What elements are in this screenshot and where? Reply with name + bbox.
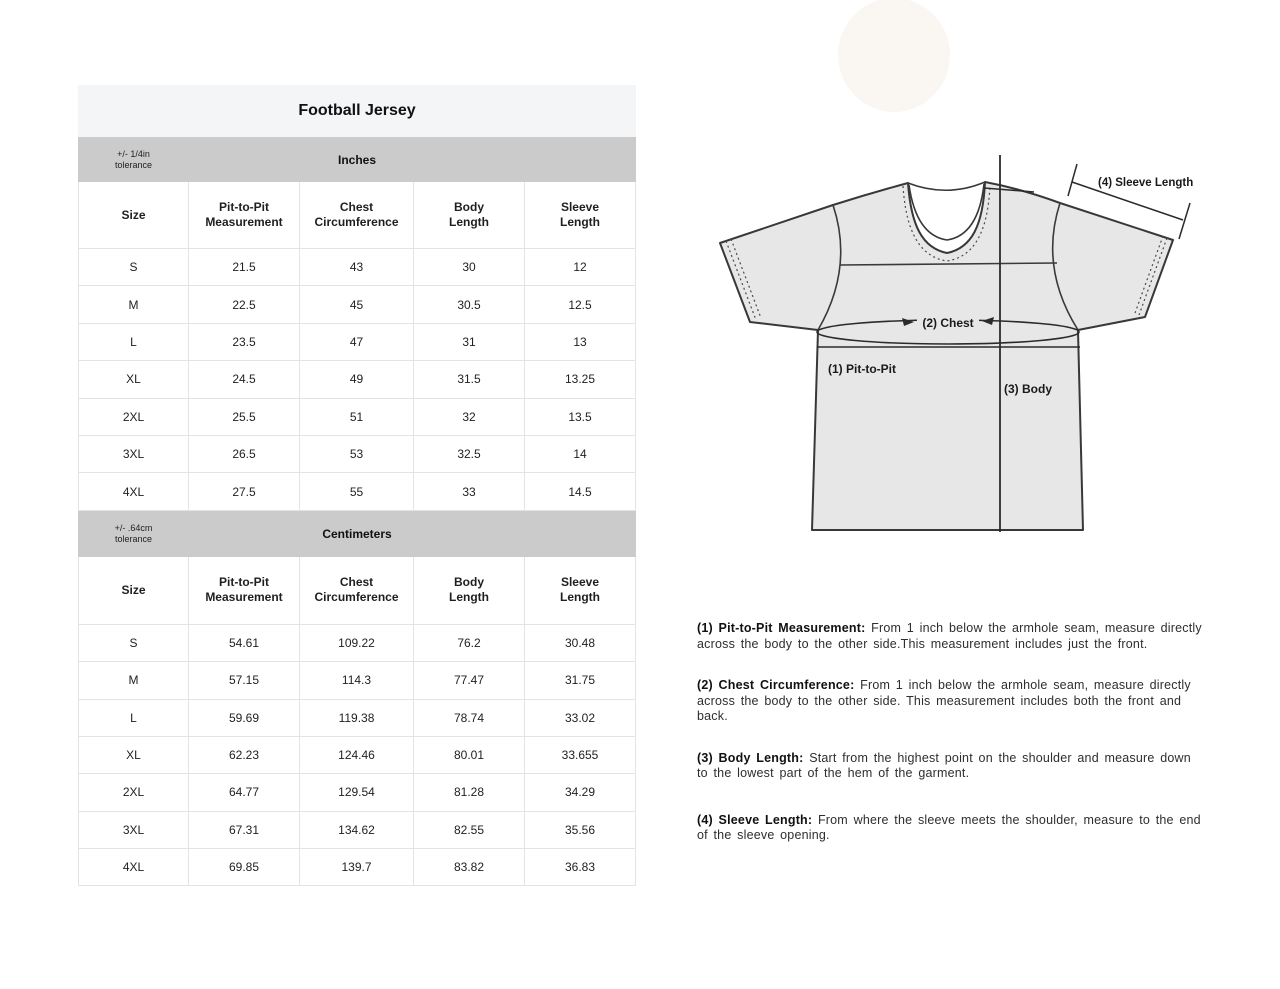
tolerance-line1: +/- .64cm [114, 522, 153, 533]
col-header-body: Body Length [414, 182, 525, 249]
col-header-sleeve: Sleeve Length [525, 182, 635, 249]
chart-title: Football Jersey [78, 85, 636, 137]
jersey-outline [720, 182, 1173, 530]
centimeters-unit-label: Centimeters [322, 526, 392, 541]
tolerance-line1: +/- 1/4in [117, 148, 150, 159]
label-sleeve-length: (4) Sleeve Length [1098, 177, 1194, 189]
label-chest: (2) Chest [922, 316, 974, 330]
collar-back-arc [908, 182, 985, 190]
description-chest [697, 678, 1202, 725]
label-body: (3) Body [1004, 382, 1052, 396]
table-row: 4XL 27.5 55 33 14.5 [79, 473, 635, 510]
col-header-chest: Chest Circumference [300, 182, 414, 249]
tolerance-line2: tolerance [114, 533, 153, 544]
col-header-chest: Chest Circumference [300, 557, 414, 625]
table-row: 2XL 25.5 51 32 13.5 [79, 399, 635, 436]
centimeters-table [78, 557, 636, 887]
table-row: M 57.15 114.3 77.47 31.75 [79, 662, 635, 699]
tolerance-line2: tolerance [114, 159, 153, 170]
col-header-size: Size [79, 557, 189, 625]
description-term: (1) Pit-to-Pit Measurement: [697, 621, 866, 635]
size-chart [78, 85, 636, 886]
sleeve-measure-tick-top [1068, 164, 1077, 196]
sleeve-measure-tick-bottom [1179, 203, 1190, 239]
centimeters-unit-band [78, 511, 636, 557]
description-term: (3) Body Length: [697, 750, 804, 765]
description-text: From 1 inch below the armhole seam, measure directly across the body to the other side.This measurement includes just the front. [697, 621, 1202, 651]
centimeters-header-row [79, 557, 635, 625]
table-row: XL 62.23 124.46 80.01 33.655 [79, 737, 635, 774]
description-text: Start from the highest point on the shoulder and measure down to the lowest part of the hem of the garment. [697, 750, 1191, 780]
table-row: S 21.5 43 30 12 [79, 249, 635, 286]
description-sleeve-length [697, 813, 1202, 844]
inches-unit-band [78, 137, 636, 182]
jersey-diagram [690, 140, 1210, 570]
table-row: 3XL 67.31 134.62 82.55 35.56 [79, 812, 635, 849]
table-row: 2XL 64.77 129.54 81.28 34.29 [79, 774, 635, 811]
col-header-size: Size [79, 182, 189, 249]
description-term: (2) Chest Circumference: [697, 678, 855, 692]
description-text: From 1 inch below the armhole seam, measure directly across the body to the other side. This measurement includes both the front and back. [697, 678, 1191, 723]
jersey-diagram-svg [690, 140, 1210, 570]
faint-watermark-circle [838, 0, 950, 112]
table-row: L 23.5 47 31 13 [79, 324, 635, 361]
measurement-descriptions [697, 621, 1202, 870]
table-row: 4XL 69.85 139.7 83.82 36.83 [79, 849, 635, 886]
description-pit-to-pit [697, 621, 1202, 652]
table-row: S 54.61 109.22 76.2 30.48 [79, 625, 635, 662]
col-header-pit-to-pit: Pit-to-Pit Measurement [189, 557, 300, 625]
table-row: 3XL 26.5 53 32.5 14 [79, 436, 635, 473]
collar-inner-band [909, 184, 984, 240]
description-text: From where the sleeve meets the shoulder, measure to the end of the sleeve opening. [697, 812, 1201, 842]
table-row: L 59.69 119.38 78.74 33.02 [79, 700, 635, 737]
inches-unit-label: Inches [337, 152, 376, 167]
col-header-body: Body Length [414, 557, 525, 625]
table-row: M 22.5 45 30.5 12.5 [79, 286, 635, 323]
description-body-length [697, 751, 1202, 782]
inches-header-row [79, 182, 635, 249]
col-header-pit-to-pit: Pit-to-Pit Measurement [189, 182, 300, 249]
inches-table [78, 182, 636, 511]
description-term: (4) Sleeve Length: [697, 812, 813, 827]
label-pit-to-pit: (1) Pit-to-Pit [828, 362, 896, 376]
table-row: XL 24.5 49 31.5 13.25 [79, 361, 635, 398]
col-header-sleeve: Sleeve Length [525, 557, 635, 625]
